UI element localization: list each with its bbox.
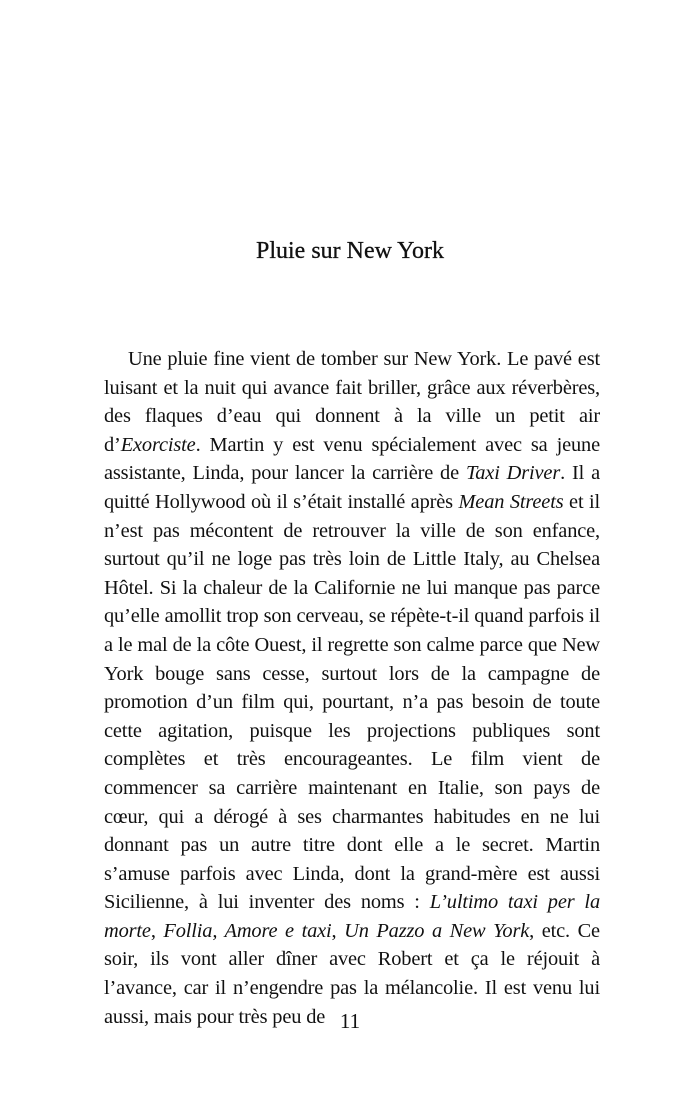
text-run: . Martin y est venu spécialement avec sa jeune assistante, Linda, pour lancer la carrière de <box>104 433 600 485</box>
invented-title-un-pazzo: Un Pazzo a New York <box>344 919 530 942</box>
text-run: et il n’est pas mécontent de retrouver la ville de son enfance, surtout qu’il ne loge pas très loin de Little Italy, au Chelsea Hôtel. Si la chaleur de la Californie ne lui manque pas parce qu’elle amollit trop son cerveau, se répète-t-il quand parfois il a le mal de la côte Ouest, il regrette son calme parce que New York bouge sans cesse, surtout lors de la campagne de promotion d’un film qui, pourtant, n’a pas besoin de toute cette agitation, puisque les projections publiques sont complètes et très encourageantes. Le film vient de commencer sa carrière maintenant en Italie, son pays de cœur, qui a dérogé à ses charmantes habitudes en ne lui donnant pas un autre titre dont elle a le secret. Martin s’amuse parfois avec Linda, dont la grand-mère est aussi Sicilienne, à lui inventer des noms : <box>104 490 601 914</box>
invented-title-ultimo-taxi: L’ultimo taxi per la morte <box>104 891 600 942</box>
page-number: 11 <box>339 1009 361 1033</box>
body-text <box>104 345 600 1031</box>
text-run: Une pluie fine vient de tomber sur New York. Le pavé est luisant et la nuit qui avance fait briller, grâce aux réverbères, des flaques d’eau qui donnent à la ville un petit air d’ <box>104 348 600 456</box>
chapter-title: Pluie sur New York <box>255 238 444 264</box>
paragraph <box>104 345 600 1031</box>
text-run: , etc. Ce soir, ils vont aller dîner avec Robert et ça le réjouit à l’avance, car il n’engendre pas la mélancolie. Il est venu lui aussi, mais pour très peu de <box>104 919 600 1028</box>
text-run: , <box>150 919 164 942</box>
film-title-exorciste: Exorciste <box>120 433 196 456</box>
text-run: . Il a quitté Hollywood où il s’était installé après <box>104 462 600 513</box>
film-title-mean-streets: Mean Streets <box>458 490 564 513</box>
film-title-taxi-driver: Taxi Driver <box>465 462 561 485</box>
invented-title-follia: Follia, Amore e taxi <box>163 919 332 942</box>
text-run: , <box>331 919 345 942</box>
